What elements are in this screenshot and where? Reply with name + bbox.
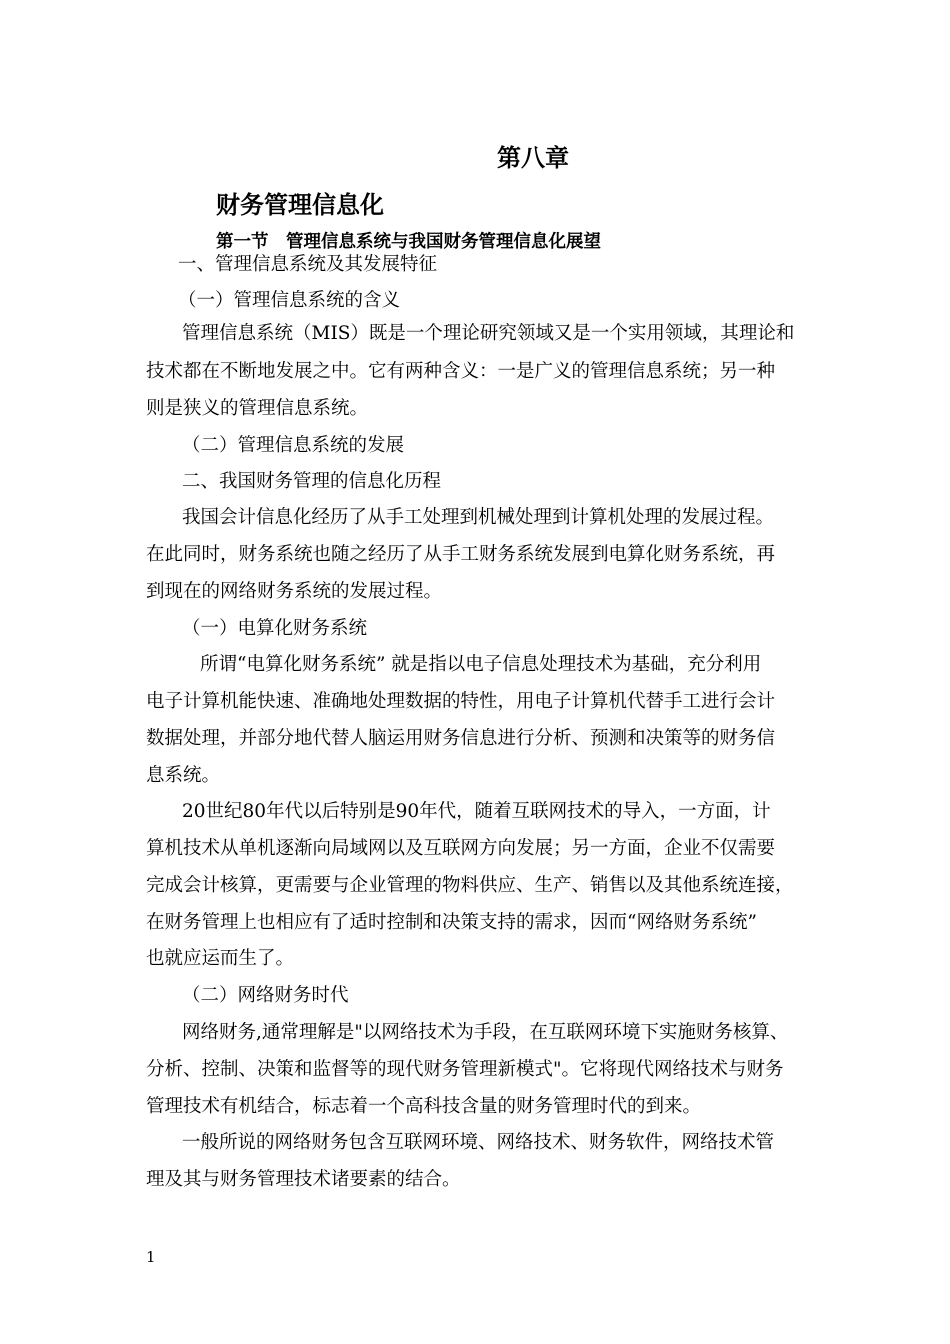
paragraph-line: 算机技术从单机逐渐向局域网以及互联网方向发展；另一方面，企业不仅需要: [146, 838, 776, 859]
paragraph-line: 在财务管理上也相应有了适时控制和决策支持的需求，因而“网络财务系统”: [146, 912, 757, 933]
section-title: 第一节 管理信息系统与我国财务管理信息化展望: [216, 232, 601, 252]
paragraph-line: 到现在的网络财务系统的发展过程。: [146, 581, 443, 602]
subheading-1-2: （二）管理信息系统的发展: [182, 435, 405, 456]
chapter-title: 第八章: [497, 144, 569, 172]
paragraph-line: 20世纪80年代以后特别是90年代，随着互联网技术的导入，一方面，计: [182, 801, 771, 822]
paragraph-line: 网络财务,通常理解是"以网络技术为手段，在互联网环境下实施财务核算、: [182, 1022, 789, 1043]
paragraph-line: 则是狭义的管理信息系统。: [146, 398, 369, 419]
paragraph-line: 也就应运而生了。: [146, 948, 295, 969]
paragraph-line: 分析、控制、决策和监督等的现代财务管理新模式"。它将现代网络技术与财务: [146, 1059, 784, 1080]
paragraph-line: 管理技术有机结合，标志着一个高科技含量的财务管理时代的到来。: [146, 1096, 702, 1117]
heading-1: 一、管理信息系统及其发展特征: [178, 254, 438, 275]
paragraph-line: 所谓“电算化财务系统” 就是指以电子信息处理技术为基础，充分利用: [200, 654, 762, 675]
paragraph-line: 管理信息系统（MIS）既是一个理论研究领域又是一个实用领域，其理论和: [182, 323, 795, 344]
paragraph-line: 一般所说的网络财务包含互联网环境、网络技术、财务软件，网络技术管: [182, 1132, 775, 1153]
subheading-2-1: （一）电算化财务系统: [182, 618, 368, 639]
heading-2: 二、我国财务管理的信息化历程: [182, 471, 442, 492]
paragraph-line: 完成会计核算，更需要与企业管理的物料供应、生产、销售以及其他系统连接，: [146, 875, 794, 896]
paragraph-line: 息系统。: [146, 765, 221, 786]
paragraph-line: 我国会计信息化经历了从手工处理到机械处理到计算机处理的发展过程。: [182, 507, 775, 528]
paragraph-line: 数据处理，并部分地代替人脑运用财务信息进行分析、预测和决策等的财务信: [146, 728, 776, 749]
paragraph-line: 在此同时，财务系统也随之经历了从手工财务系统发展到电算化财务系统，再: [146, 544, 776, 565]
paragraph-line: 理及其与财务管理技术诸要素的结合。: [146, 1169, 461, 1190]
subheading-2-2: （二）网络财务时代: [182, 985, 349, 1006]
chapter-subtitle: 财务管理信息化: [216, 191, 384, 219]
page-number: 1: [146, 1248, 156, 1266]
paragraph-line: 技术都在不断地发展之中。它有两种含义：一是广义的管理信息系统；另一种: [146, 361, 776, 382]
subheading-1-1: （一）管理信息系统的含义: [178, 290, 401, 311]
paragraph-line: 电子计算机能快速、准确地处理数据的特性，用电子计算机代替手工进行会计: [146, 691, 776, 712]
